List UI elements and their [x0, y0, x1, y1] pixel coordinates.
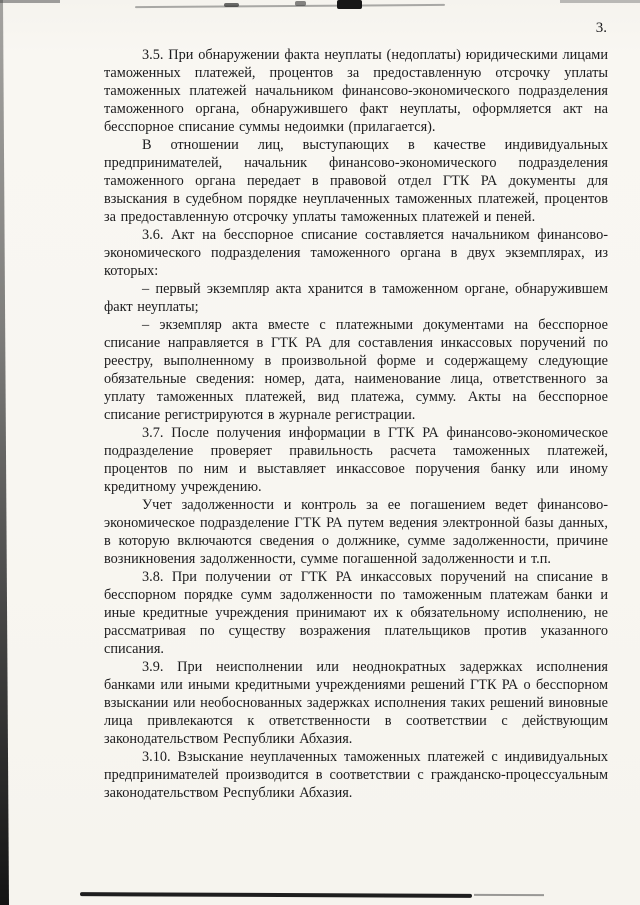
- scan-edge-shadow-top-left: [0, 0, 60, 3]
- scan-line-bottom: [80, 892, 472, 898]
- paragraph: 3.5. При обнаружении факта неуплаты (недоплаты) юридическими лицами таможенных платежей, процентов за предоставленную отсрочку уплаты таможенных платежей начальником финансово-экономического подразделения таможенного органа, обнаружившего факт неуплаты, оформляется акт на бесспорное списание суммы недоимки (прилагается).: [104, 47, 608, 135]
- paragraph-list-item: – первый экземпляр акта хранится в таможенном органе, обнаружившем факт неуплаты;: [104, 281, 608, 315]
- paragraph-list-item: – экземпляр акта вместе с платежными документами на бесспорное списание направляется в ГТК РА для составления инкассовых поручений по реестру, выполненному в произвольной форме и содержащему следующие обязательные сведения: номер, дата, наименование лица, ответственного за уплату таможенных платежей, вид платежа, сумму. Акты на бесспорное списание регистрируются в журнале регистрации.: [104, 317, 608, 423]
- paragraph: В отношении лиц, выступающих в качестве индивидуальных предпринимателей, начальник финансово-экономического подразделения таможенного органа передает в правовой отдел ГТК РА документы для взыскания в судебном порядке неуплаченных таможенных платежей, процентов за предоставленную отсрочку уплаты таможенных платежей и пеней.: [104, 137, 608, 225]
- paragraph: 3.8. При получении от ГТК РА инкассовых поручений на списание в бесспорном порядке сумм задолженности по таможенным платежам банки и иные кредитные учреждения принимают их к обязательному исполнению, не рассматривая по существу возражения плательщиков против указанного списания.: [104, 569, 608, 657]
- scan-line-bottom-faint: [474, 894, 544, 896]
- scan-ink-blob: [224, 3, 239, 7]
- paragraph: Учет задолженности и контроль за ее погашением ведет финансово-экономическое подразделение ГТК РА путем ведения электронной базы данных, в которую включаются сведения о должнике, сумме задолженности, причине возникновения задолженности, сумме погашенной задолженности и т.п.: [104, 497, 608, 567]
- document-body: [104, 46, 608, 802]
- page-number: 3.: [595, 20, 607, 36]
- scan-edge-shadow-top-right: [560, 0, 640, 3]
- paragraph: 3.7. После получения информации в ГТК РА финансово-экономическое подразделение проверяет правильность расчета таможенных платежей, процентов по ним и выставляет инкассовое поручения банку или иному кредитному учреждению.: [104, 425, 608, 495]
- scan-ink-blob: [295, 1, 306, 6]
- scan-smudge-top: [135, 4, 445, 8]
- paragraph: 3.6. Акт на бесспорное списание составляется начальником финансово-экономического подразделения таможенного органа в двух экземплярах, из которых:: [104, 227, 608, 279]
- paragraph: 3.10. Взыскание неуплаченных таможенных платежей с индивидуальных предпринимателей производится в соответствии с гражданско-процессуальным законодательством Республики Абхазия.: [104, 749, 608, 801]
- paragraph: 3.9. При неисполнении или неоднократных задержках исполнения банками или иными кредитными учреждениями решений ГТК РА о бесспорном взыскании или необоснованных задержках исполнения таких решений виновные лица привлекаются к ответственности в соответствии с действующим законодательством Республики Абхазия.: [104, 659, 608, 747]
- scan-ink-blob: [337, 0, 362, 9]
- scan-edge-shadow-left: [0, 0, 9, 905]
